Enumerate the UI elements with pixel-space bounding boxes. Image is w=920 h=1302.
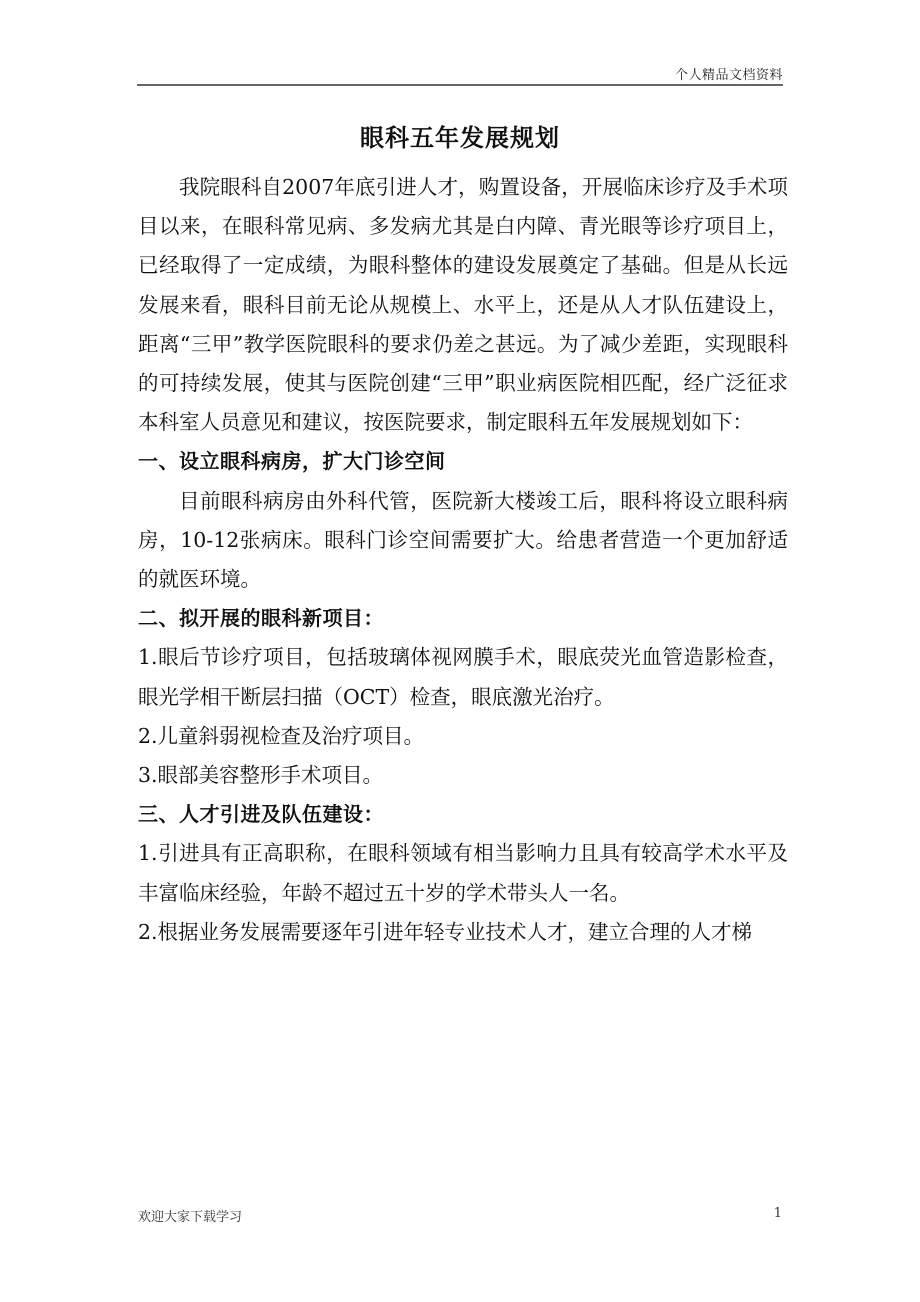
section-heading-2: 二、拟开展的眼科新项目： [138, 606, 384, 631]
page-number: 1 [773, 1206, 782, 1221]
section-2-item-3: 3.眼部美容整形手术项目。 [138, 763, 384, 788]
section-heading-3: 三、人才引进及队伍建设： [138, 802, 384, 827]
section-3-item-1: 1.引进具有正高职称，在眼科领域有相当影响力且具有较高学术水平及丰富临床经验，年龄不超过五十岁的学术带头人一名。 [138, 841, 788, 905]
document-title: 眼科五年发展规划 [360, 124, 560, 152]
page-header-text: 个人精品文档资料 [674, 68, 783, 83]
section-3-item-2: 2.根据业务发展需要逐年引进年轻专业技术人才，建立合理的人才梯 [138, 919, 753, 944]
section-2-item-2: 2.儿童斜弱视检查及治疗项目。 [138, 723, 425, 748]
section-2-item-1: 1.眼后节诊疗项目，包括玻璃体视网膜手术，眼底荧光血管造影检查，眼光学相干断层扫描（OCT）检查，眼底激光治疗。 [138, 645, 788, 709]
page-footer-text: 欢迎大家下载学习 [138, 1210, 243, 1225]
intro-paragraph: 我院眼科自2007年底引进人才，购置设备，开展临床诊疗及手术项目以来，在眼科常见病、多发病尤其是白内障、青光眼等诊疗项目上，已经取得了一定成绩，为眼科整体的建设发展奠定了基础。但是从长远发展来看，眼科目前无论从规模上、水平上，还是从人才队伍建设上，距离“三甲”教学医院眼科的要求仍差之甚远。为了减少差距，实现眼科的可持续发展，使其与医院创建“三甲”职业病医院相匹配，经广泛征求本科室人员意见和建议，按医院要求，制定眼科五年发展规划如下： [138, 175, 788, 435]
header-divider [137, 84, 783, 86]
section-1-paragraph: 目前眼科病房由外科代管，医院新大楼竣工后，眼科将设立眼科病房，10-12张病床。眼科门诊空间需要扩大。给患者营造一个更加舒适的就医环境。 [138, 488, 788, 592]
document-body [138, 168, 788, 952]
section-heading-1: 一、设立眼科病房，扩大门诊空间 [138, 449, 446, 474]
